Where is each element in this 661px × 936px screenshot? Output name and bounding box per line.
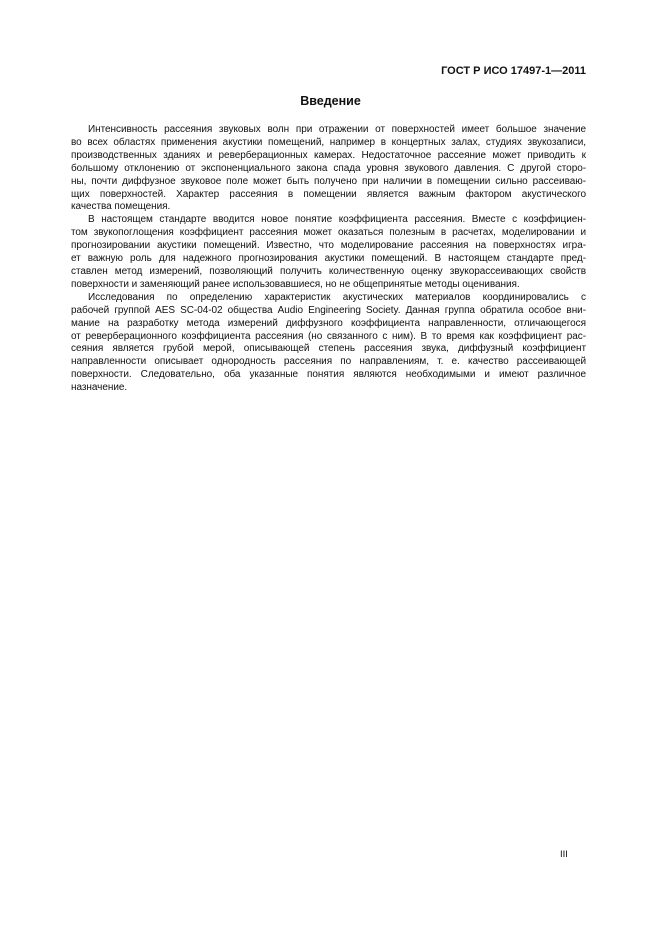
page-number: III xyxy=(560,849,568,860)
text-line: ет важную роль для надежного прогнозирования акустики помещений. В настоящем стандарте пред- xyxy=(71,253,586,265)
text-line: мание на разработку метода измерений диффузного коэффициента направленности, отличающегося xyxy=(71,317,586,329)
paragraph xyxy=(71,214,586,291)
text-line: поверхности и заменяющий ранее использовавшиеся, но не общепринятые методы оценивания. xyxy=(71,278,520,290)
text-line: прогнозировании акустики помещений. Известно, что моделирование рассеяния на поверхностях игра- xyxy=(71,240,586,252)
paragraph xyxy=(71,292,586,395)
text-line: назначение. xyxy=(71,382,128,394)
document-header: ГОСТ Р ИСО 17497-1—2011 xyxy=(441,65,586,77)
text-line: Интенсивность рассеяния звуковых волн при отражении от поверхностей имеет большое значение xyxy=(88,124,586,135)
text-line: Исследования по определению характеристик акустических материалов координировались с xyxy=(88,291,586,303)
text-line: щих поверхностей. Характер рассеяния в помещении является важным фактором акустического xyxy=(71,188,586,200)
text-line: поверхности. Следовательно, оба указанные понятия являются необходимыми и имеют различное xyxy=(71,369,586,381)
text-line: В настоящем стандарте вводится новое понятие коэффициента рассеяния. Вместе с коэффициен- xyxy=(88,214,586,226)
text-line: направленности описывает однородность рассеяния по направлениям, т. е. качество рассеивающей xyxy=(71,356,586,368)
text-line: от реверберационного коэффициента рассеяния (но связанного с ним). В то время как коэффициент рас- xyxy=(71,330,586,342)
text-line: во всех областях применения акустики помещений, например в концертных залах, студиях звукозаписи, xyxy=(71,136,586,148)
text-line: рабочей группой AES SC-04-02 общества Audio Engineering Society. Данная группа обратила особое вни- xyxy=(71,304,586,316)
text-line: производственных зданиях и реверберационных камерах. Недостаточное рассеяние может приводить к xyxy=(71,149,586,161)
text-line: том звукопоглощения коэффициент рассеяния может оказаться полезным в расчетах, моделировании и xyxy=(71,227,586,239)
text-line: качества помещения. xyxy=(71,201,171,213)
section-title: Введение xyxy=(300,94,361,108)
text-line: ставлен метод измерений, позволяющий получить количественную оценку звукорассеивающих свойств xyxy=(71,265,586,277)
text-line: ны, почти диффузное звуковое поле может быть получено при наличии в помещении сильно рассеиваю- xyxy=(71,175,586,187)
document-body xyxy=(71,124,586,395)
paragraph xyxy=(71,124,586,214)
text-line: большому отклонению от экспоненциального закона спада уровня звукового давления. С другой сторо- xyxy=(71,162,586,174)
text-line: сеяния является грубой мерой, описывающей степень рассеяния звука, диффузный коэффициент xyxy=(71,343,586,355)
